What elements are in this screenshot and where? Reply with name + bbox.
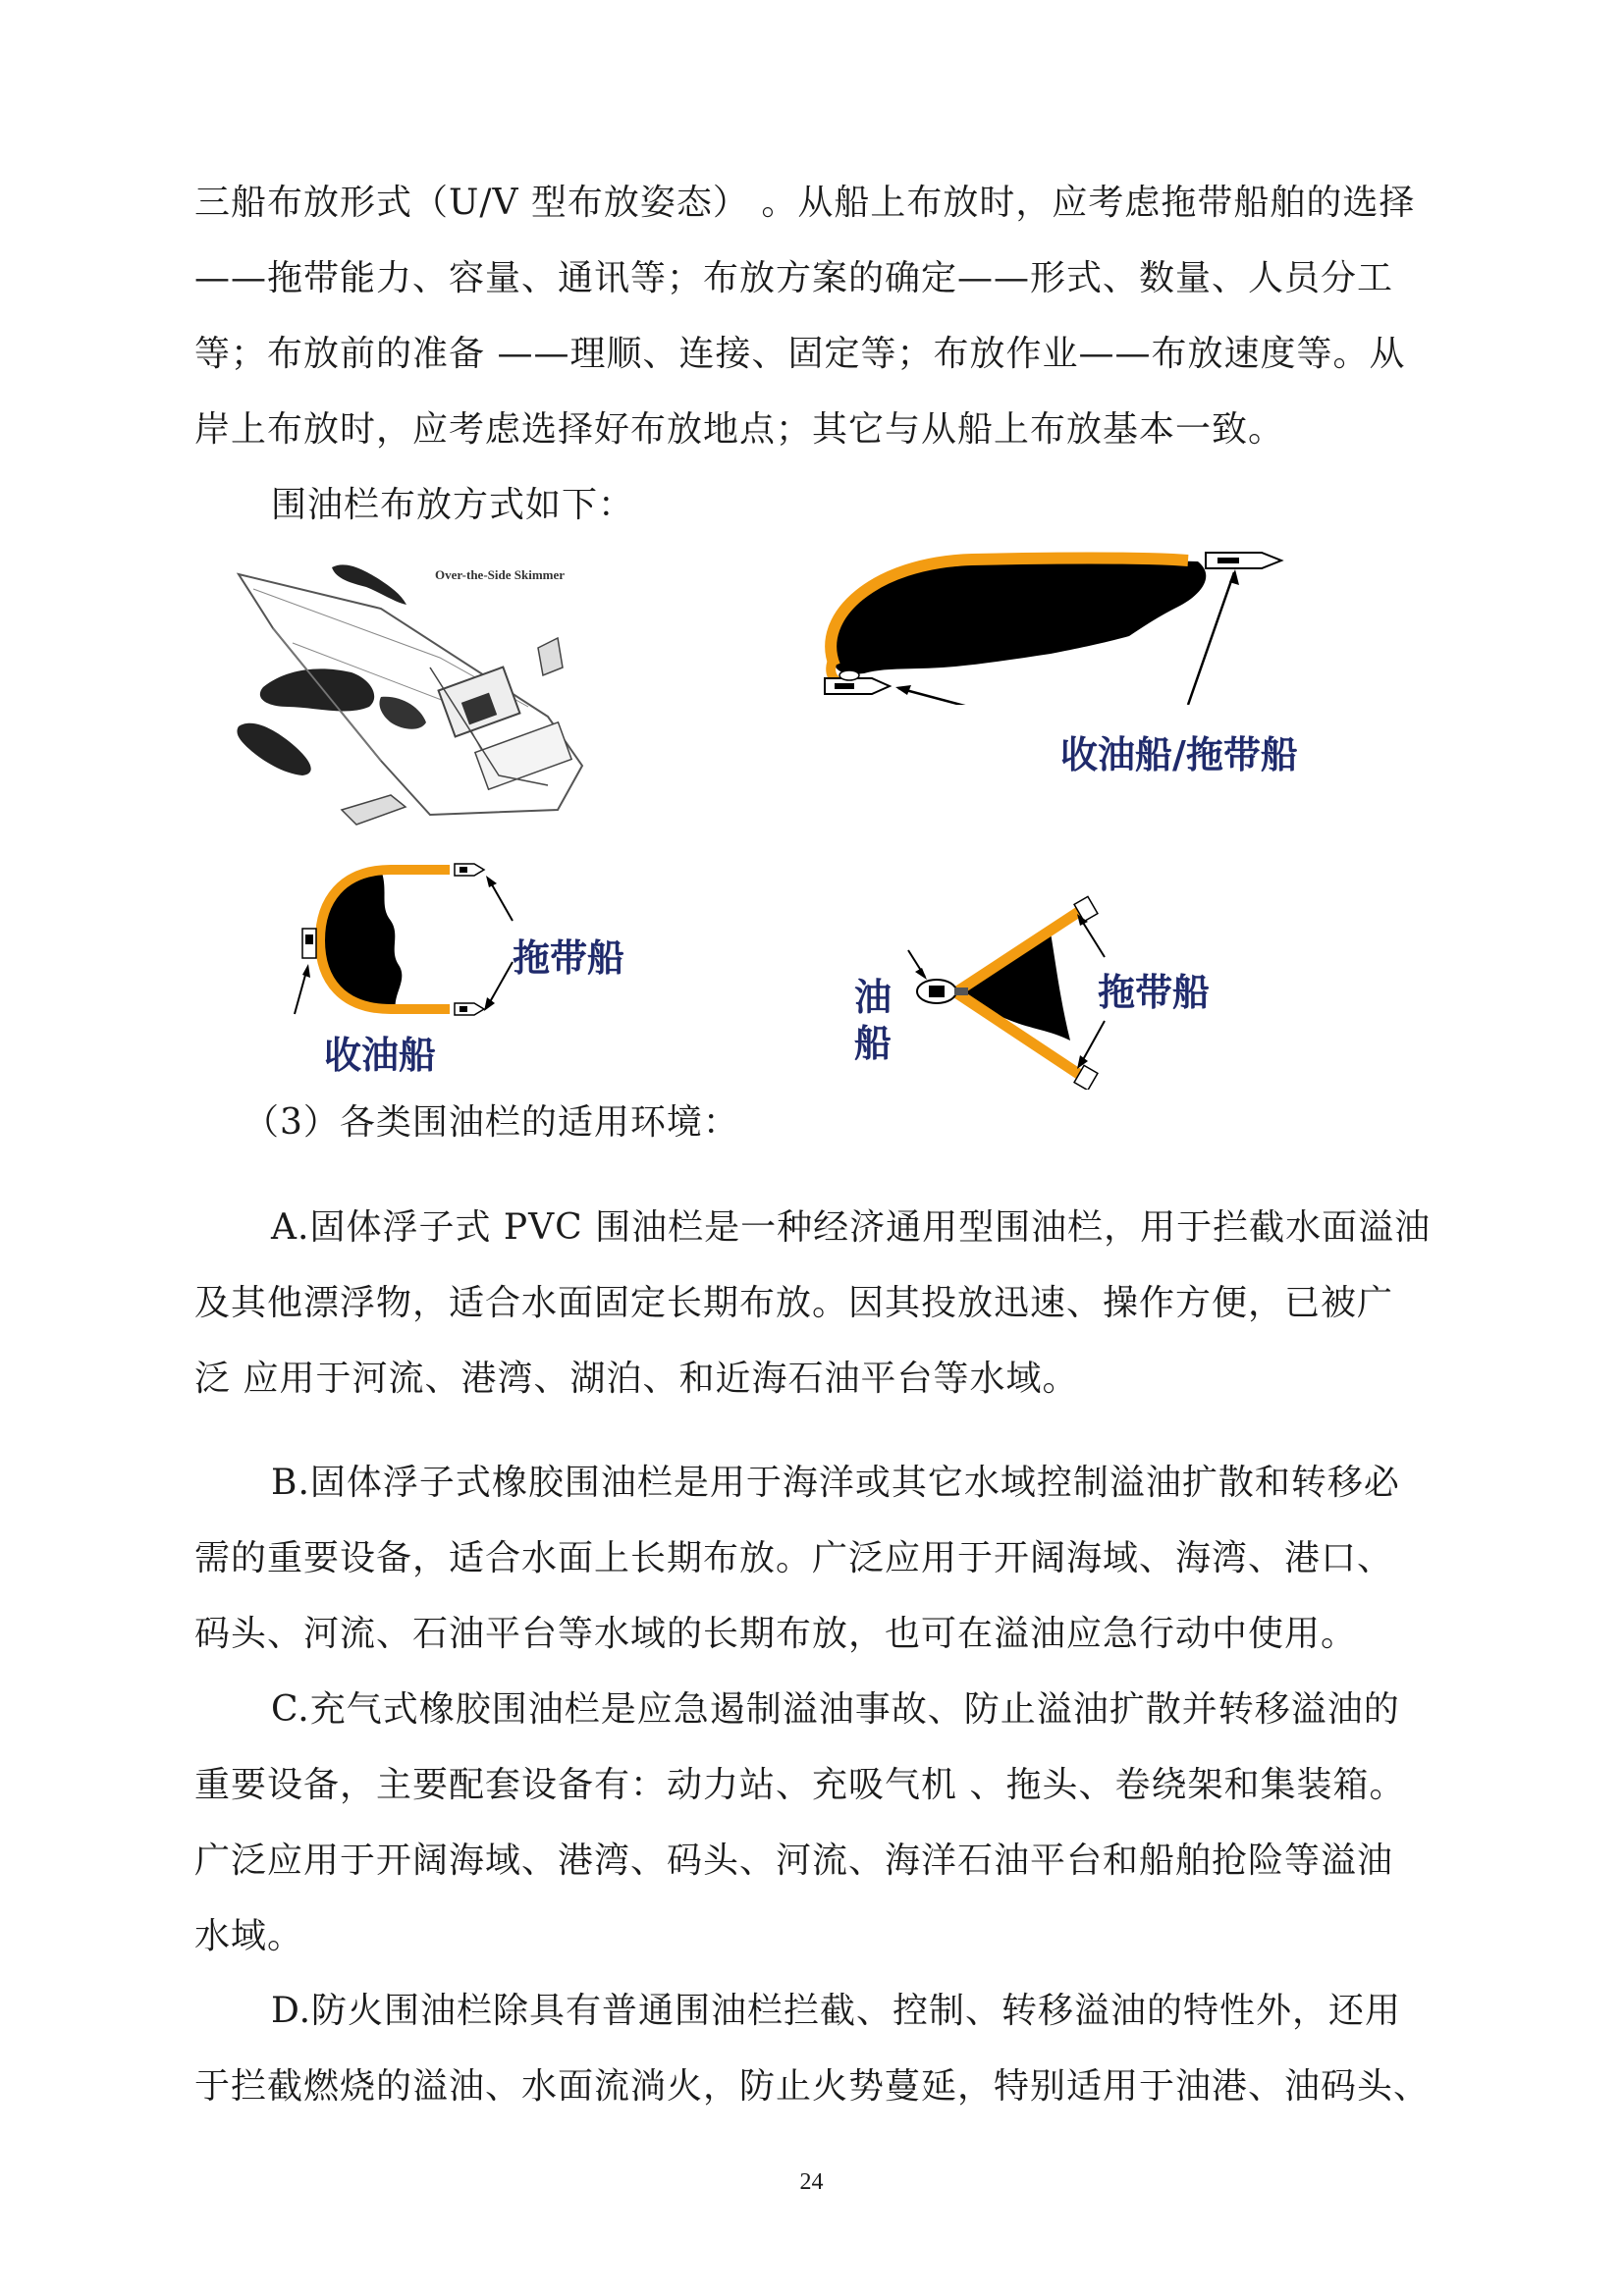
paragraph-b bbox=[194, 1445, 1471, 1672]
text-line: 广泛应用于开阔海域、港湾、码头、河流、海洋石油平台和船舶抢险等溢油 bbox=[194, 1841, 1394, 1881]
boom-j-config-figure bbox=[805, 538, 1316, 705]
text-line: ——拖带能力、容量、通讯等；布放方案的确定——形式、数量、人员分工 bbox=[194, 258, 1394, 298]
text-line: 于拦截燃烧的溢油、水面流淌火，防止火势蔓延，特别适用于油港、油码头、 bbox=[194, 2066, 1431, 2107]
text-line: A.固体浮子式 PVC 围油栏是一种经济通用型围油栏，用于拦截水面溢油 bbox=[271, 1207, 1432, 1248]
text-line: B.固体浮子式橡胶围油栏是用于海洋或其它水域控制溢油扩散和转移必 bbox=[271, 1463, 1400, 1503]
label-tug-left: 拖带船 bbox=[513, 936, 625, 980]
text-line: 等；布放前的准备 ——理顺、连接、固定等；布放作业——布放速度等。从 bbox=[194, 334, 1406, 374]
oil-slick-shape bbox=[260, 668, 374, 711]
paragraph-a bbox=[194, 1190, 1471, 1416]
text-line: 水域。 bbox=[194, 1916, 304, 1956]
skimmer-caption: Over-the-Side Skimmer bbox=[435, 567, 566, 582]
oil-slick-shape bbox=[237, 723, 310, 775]
collector-boat-icon bbox=[302, 929, 316, 958]
text-line: 泛 应用于河流、港湾、湖泊、和近海石油平台等水域。 bbox=[194, 1359, 1079, 1399]
label-oil-ship-1: 油 bbox=[854, 976, 893, 1019]
text-line: 需的重要设备，适合水面上长期布放。广泛应用于开阔海域、海湾、港口、 bbox=[194, 1538, 1394, 1578]
label-oil-ship-2: 船 bbox=[854, 1022, 893, 1065]
pointer-arrow bbox=[898, 688, 1046, 705]
text-line: D.防火围油栏除具有普通围油栏拦截、控制、转移溢油的特性外，还用 bbox=[271, 1991, 1402, 2031]
paragraph-c bbox=[194, 1672, 1471, 1974]
label-tug-right: 拖带船 bbox=[1098, 971, 1211, 1014]
intro-line bbox=[194, 467, 1471, 543]
oil-slick-shape bbox=[379, 697, 426, 729]
label-collector: 收油船 bbox=[324, 1034, 437, 1077]
intro-text: 围油栏布放方式如下： bbox=[271, 485, 635, 525]
text-line: 码头、河流、石油平台等水域的长期布放，也可在溢油应急行动中使用。 bbox=[194, 1614, 1358, 1654]
text-line: 三船布放形式（U/V 型布放姿态） 。从船上布放时，应考虑拖带船舶的选择 bbox=[194, 183, 1416, 223]
paragraph-top bbox=[194, 165, 1471, 467]
tow-boat-icon bbox=[1206, 553, 1281, 568]
page-number: 24 bbox=[799, 2169, 824, 2195]
text-line: 重要设备，主要配套设备有：动力站、充吸气机 、拖头、卷绕架和集装箱。 bbox=[194, 1765, 1406, 1805]
tug-left-arrows bbox=[471, 864, 530, 1021]
tug-right-arrows bbox=[1060, 903, 1119, 1080]
section-heading bbox=[243, 1085, 1520, 1160]
text-line: 及其他漂浮物，适合水面固定长期布放。因其投放迅速、操作方便，已被广 bbox=[194, 1283, 1394, 1323]
boom-u-config-figure bbox=[283, 852, 499, 1029]
skimmer-sketch-figure bbox=[234, 550, 617, 844]
section-heading-text: （3）各类围油栏的适用环境： bbox=[243, 1102, 739, 1143]
text-line: C.充气式橡胶围油栏是应急遏制溢油事故、防止溢油扩散并转移溢油的 bbox=[271, 1689, 1400, 1730]
label-collect-tow: 收油船/拖带船 bbox=[1060, 733, 1298, 776]
text-line: 岸上布放时，应考虑选择好布放地点；其它与从船上布放基本一致。 bbox=[194, 409, 1285, 450]
paragraph-d bbox=[194, 1973, 1471, 2124]
